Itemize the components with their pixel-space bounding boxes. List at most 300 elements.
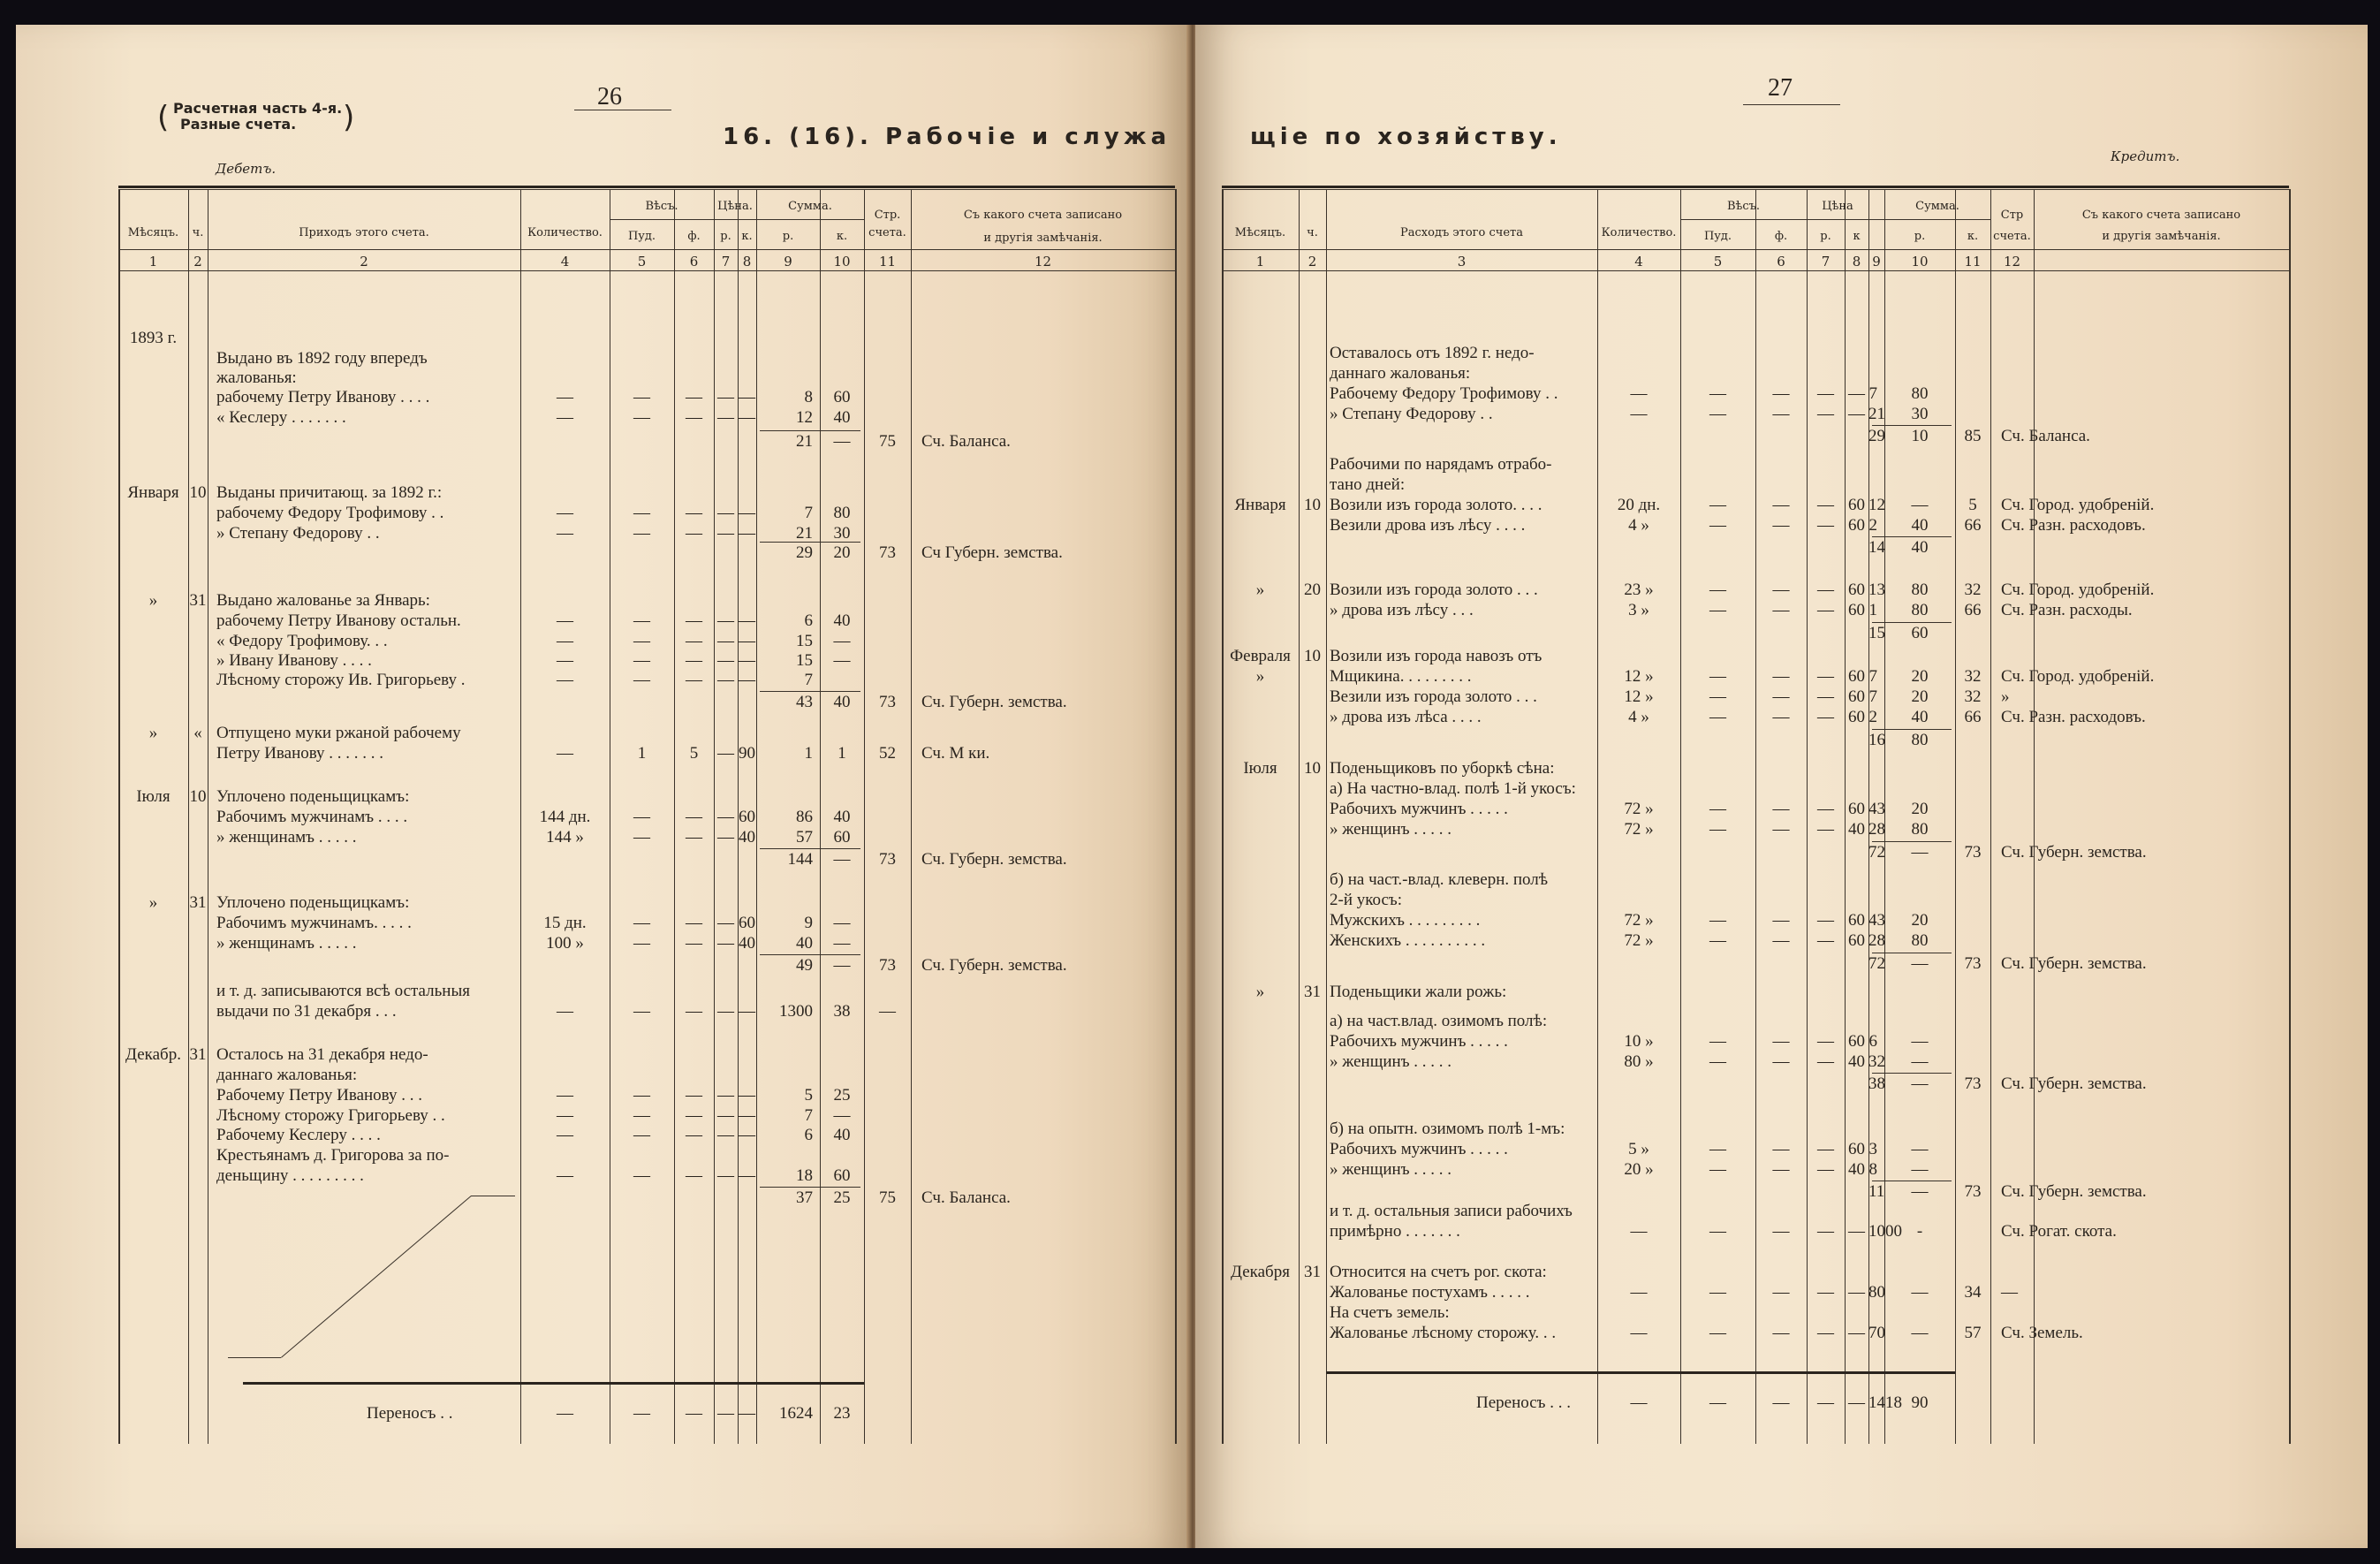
page-number-underline [1743,104,1840,105]
entry-sum-kop: — [1911,1032,1929,1051]
section-note-line1: Расчетная часть 4-я. [173,100,343,117]
column-number: 8 [742,254,752,270]
entry-description: рабочему Петру Иванову . . . . [216,388,430,406]
entry-description: Лѣсному сторожу Григорьеву . . [216,1106,445,1125]
entry-weight-pud: — [1709,496,1726,514]
entry-quantity: — [557,1002,573,1021]
entry-sum-kop: — [1911,1182,1929,1201]
right-page-number: 27 [1768,74,1793,102]
entry-quantity: — [557,388,573,406]
entry-description: Выдано въ 1892 году впередъ [216,349,428,368]
entry-price-kop: 60 [1848,496,1865,514]
entry-quantity: 80 » [1624,1052,1654,1071]
entry-sum-rub: 6 [1868,1032,1877,1051]
entry-description: На счетъ земель: [1330,1303,1450,1322]
entry-note: Сч. Разн. расходовъ. [2001,516,2146,535]
entry-sum-rub: 14 [1868,538,1885,557]
entry-price-rub: — [717,504,734,522]
entry-price-kop: — [1848,1283,1865,1302]
column-number: 2 [1307,254,1317,270]
entry-price-rub: — [1817,1324,1834,1342]
entry-weight-funt: — [1772,1032,1790,1051]
entry-weight-funt: — [686,408,702,427]
entry-sum-kop: — [1911,1160,1929,1179]
entry-sum-rub: 21 [1868,405,1885,423]
entry-weight-funt: — [686,1086,702,1105]
entry-note: Сч. Разн. расходы. [2001,601,2133,619]
entry-note: Сч. Рогат. скота. [2001,1222,2117,1241]
column-line [2034,189,2035,1444]
header-sum-rub: р. [1914,230,1926,243]
entry-day: 31 [1304,983,1321,1001]
entry-weight-pud: — [1709,1283,1726,1302]
header-pud: Пуд. [627,230,656,243]
entry-description: » женщинамъ . . . . . [216,934,357,953]
entry-note: Сч. Губерн. земства. [2001,954,2147,973]
left-page [16,25,1190,1548]
entry-sum-kop: — [1911,1074,1929,1093]
header-sub-line [1680,219,1990,220]
entry-description: Жалованье постухамъ . . . . . [1330,1283,1530,1302]
column-line [1222,189,1224,1444]
entry-month: » [148,724,158,742]
entry-price-rub: — [717,828,734,847]
entry-account-page: 34 [1964,1283,1982,1302]
subtotal-rule [760,1187,860,1188]
entry-day: 10 [189,787,207,806]
entry-sum-rub: 16 [1868,731,1885,749]
entry-price-rub: — [717,651,734,670]
entry-description: Поденьщиковъ по уборкѣ сѣна: [1330,759,1555,778]
entry-sum-rub: 3 [1868,1140,1877,1158]
entry-description: деньщину . . . . . . . . . [216,1166,364,1185]
entry-description: тано дней: [1330,475,1406,494]
header-day: ч. [192,226,204,239]
entry-description: Рабочему Петру Иванову . . . [216,1086,422,1105]
entry-weight-funt: — [686,671,702,689]
entry-quantity: — [557,1086,573,1105]
entry-price-rub: — [717,632,734,650]
entry-price-kop: — [1848,1324,1865,1342]
entry-price-kop: — [739,388,755,406]
entry-sum-kop: 80 [1911,820,1929,839]
entry-quantity: — [1630,1283,1648,1302]
column-number: 11 [1964,254,1982,270]
entry-weight-funt: — [1772,1324,1790,1342]
header-price: Цѣна. [717,200,753,213]
entry-price-kop: — [739,1166,755,1185]
entry-account-page: 32 [1964,667,1982,686]
entry-description: Жалованье лѣсному сторожу. . . [1330,1324,1557,1342]
entry-quantity: 144 » [546,828,584,847]
entry-sum-kop: 60 [833,388,851,406]
entry-weight-pud: — [633,651,650,670]
entry-account-page: 73 [879,850,896,869]
entry-price-kop: 60 [1848,601,1865,619]
header-from: Съ какого счета записано [963,209,1123,222]
entry-month: Декабр. [125,1045,181,1064]
entry-weight-pud: — [633,632,650,650]
header-sum-kop: к. [836,230,848,243]
header-page2: счета. [1993,230,2031,243]
entry-price-rub: — [1817,601,1834,619]
entry-weight-pud: — [1709,1160,1726,1179]
total-rule [243,1382,864,1385]
entry-weight-pud: — [633,611,650,630]
entry-sum-rub: 72 [1868,843,1885,862]
entry-weight-funt: — [1772,667,1790,686]
entry-description: Уплочено поденьщицкамъ: [216,893,410,912]
entry-quantity: 15 дн. [543,914,587,932]
entry-description: Поденьщики жали рожь: [1330,983,1507,1001]
entry-sum-kop: 20 [1911,687,1929,706]
subtotal-rule [760,691,860,692]
subtotal-rule [760,954,860,955]
entry-month: Января [1234,496,1286,514]
entry-price-rub: — [1817,1222,1834,1241]
entry-sum-kop: — [833,914,851,932]
entry-description: » женщинъ . . . . . [1330,820,1452,839]
entry-sum-kop: 38 [833,1002,851,1021]
entry-weight-funt: — [1772,601,1790,619]
subtotal-rule [1872,622,1952,623]
entry-weight-pud: — [633,1106,650,1125]
entry-account-page: 75 [879,432,896,451]
entry-month: » [1255,983,1265,1001]
entry-note: — [2001,1283,2018,1302]
entry-price-rub: — [1817,820,1834,839]
entry-description: жалованья: [216,368,297,387]
carry-forward-label: Переносъ . . [367,1404,453,1423]
entry-sum-kop: 25 [833,1188,851,1207]
entry-description: Лѣсному сторожу Ив. Григорьеву . [216,671,466,689]
entry-sum-kop: 80 [1911,384,1929,403]
entry-sum-kop: 20 [1911,800,1929,818]
entry-weight-funt: — [1772,516,1790,535]
title-right: щіе по хозяйству. [1250,124,1562,150]
entry-sum-kop: 20 [833,543,851,562]
header-day: ч. [1307,226,1318,239]
entry-sum-kop: — [833,632,851,650]
entry-day: 31 [1304,1263,1321,1281]
entry-note: Сч Губерн. земства. [921,543,1063,562]
entry-weight-pud: — [1709,516,1726,535]
entry-weight-pud: — [633,1166,650,1185]
column-number: 6 [1777,254,1785,270]
entry-price-kop: 40 [1848,1160,1865,1179]
entry-sum-rub: 7 [1868,687,1877,706]
entry-quantity: 72 » [1624,820,1654,839]
entry-quantity: — [1630,1324,1648,1342]
entry-weight-funt: — [686,388,702,406]
entry-price-kop: 60 [1848,931,1865,950]
entry-account-page: 5 [1968,496,1977,514]
entry-sum-rub: 8 [1868,1160,1877,1179]
column-number: 7 [721,254,731,270]
entry-weight-pud: — [1709,820,1726,839]
carry-sum-kop: 90 [1911,1393,1929,1412]
entry-price-kop: 60 [1848,1032,1865,1051]
entry-weight-pud: — [1709,601,1726,619]
entry-month: » [1255,581,1265,599]
table-top-border [1222,186,2289,188]
entry-account-page: 57 [1964,1324,1982,1342]
column-line [1990,189,1991,1444]
entry-sum-rub: 7 [804,504,813,522]
entry-quantity: — [557,504,573,522]
entry-description: а) на част.влад. озимомъ полѣ: [1330,1012,1548,1030]
entry-weight-funt: — [686,934,702,953]
column-line [1299,189,1300,1444]
entry-price-kop: — [739,1002,755,1021]
header-pud: Пуд. [1703,230,1732,243]
header-funt: ф. [1774,230,1788,243]
entry-price-kop: 60 [1848,1140,1865,1158]
entry-sum-kop: — [833,956,851,975]
header-bottom-line [118,249,1175,250]
column-number: 2 [360,254,368,270]
column-number: 10 [1911,254,1929,270]
entry-description: Рабочимъ мужчинамъ. . . . . [216,914,412,932]
entry-month: » [148,893,158,912]
entry-price-kop: 40 [1848,820,1865,839]
entry-description: Возили изъ города навозъ отъ [1330,647,1542,665]
column-line [911,189,912,1444]
entry-weight-pud: — [1709,800,1726,818]
entry-sum-kop: — [1911,1324,1929,1342]
entry-quantity: 4 » [1628,516,1649,535]
entry-description: выдачи по 31 декабря . . . [216,1002,397,1021]
header-sum: Сумма. [1915,200,1959,213]
entry-sum-kop: 40 [1911,516,1929,535]
entry-description: Отпущено муки ржаной рабочему [216,724,461,742]
entry-price-kop: 40 [1848,1052,1865,1071]
entry-quantity: 4 » [1628,708,1649,726]
column-line [864,189,865,1444]
entry-weight-pud: — [633,808,650,826]
entry-note: Сч. Город. удобреній. [2001,496,2155,514]
entry-weight-funt: 5 [689,744,699,763]
entry-day: 20 [1304,581,1321,599]
entry-weight-pud: — [1709,405,1726,423]
entry-account-page: 73 [1964,843,1982,862]
header-funt: ф. [687,230,701,243]
entry-weight-pud: — [1709,1324,1726,1342]
entry-quantity: 144 дн. [539,808,591,826]
entry-description: » Степану Федорову . . [216,524,380,543]
entry-price-kop: — [739,504,755,522]
entry-description: Возили изъ города золото . . . [1330,581,1538,599]
entry-account-page: 32 [1964,581,1982,599]
entry-weight-funt: — [1772,1160,1790,1179]
subtotal-rule [760,848,860,849]
entry-sum-rub: 12 [796,408,813,427]
entry-weight-funt: — [686,524,702,543]
header-price-rub: р. [1820,230,1831,243]
entry-note: Сч. Губерн. земства. [2001,843,2147,862]
entry-weight-pud: — [633,828,650,847]
entry-quantity: — [557,1126,573,1144]
entry-quantity: 5 » [1628,1140,1649,1158]
carry-sum-kop: 23 [833,1404,851,1423]
header-sum-rub: р. [782,230,794,243]
entry-sum-kop: — [1911,496,1929,514]
entry-description: и т. д. записываются всѣ остальныя [216,982,470,1000]
entry-weight-pud: — [633,388,650,406]
header-quantity: Количество. [1601,226,1677,239]
entry-sum-rub: 7 [804,1106,813,1125]
entry-description: » Ивану Иванову . . . . [216,651,372,670]
entry-sum-rub: 29 [796,543,813,562]
entry-month: Іюля [136,787,171,806]
entry-price-kop: 60 [1848,667,1865,686]
entry-month: Іюля [1243,759,1277,778]
header-sum: Сумма. [788,200,832,213]
entry-sum-rub: 15 [796,632,813,650]
entry-sum-rub: 57 [796,828,813,847]
column-number: 6 [689,254,699,270]
entry-price-rub: — [1817,667,1834,686]
entry-price-rub: — [1817,384,1834,403]
entry-weight-funt: — [1772,911,1790,930]
entry-price-kop: — [1848,405,1865,423]
entry-price-kop: 60 [1848,687,1865,706]
entry-price-rub: — [717,408,734,427]
entry-price-kop: 60 [1848,911,1865,930]
entry-sum-rub: 40 [796,934,813,953]
header-page: Стр. [874,209,901,222]
entry-quantity: — [1630,405,1648,423]
entry-weight-pud: — [1709,1140,1726,1158]
entry-description: » женщинъ . . . . . [1330,1052,1452,1071]
column-number: 10 [833,254,851,270]
carry-forward-label: Переносъ . . . [1476,1393,1571,1412]
carry-price-kop: — [1848,1393,1865,1412]
entry-note: Сч. Город. удобреній. [2001,667,2155,686]
ledger-spread [16,25,2368,1548]
entry-sum-kop: - [1916,1222,1923,1241]
entry-sum-rub: 38 [1868,1074,1885,1093]
entry-sum-rub: 8 [804,388,813,406]
entry-price-rub: — [1817,581,1834,599]
entry-quantity: — [557,632,573,650]
entry-sum-kop: 40 [833,408,851,427]
entry-price-rub: — [717,524,734,543]
entry-price-kop: 40 [739,828,755,847]
entry-weight-pud: — [1709,687,1726,706]
carry-sum-rub: 1624 [779,1404,813,1423]
entry-sum-kop: 40 [1911,538,1929,557]
right-page [1195,25,2368,1548]
entry-description: Возили изъ города золото. . . . [1330,496,1542,514]
entry-description: « Кеслеру . . . . . . . [216,408,346,427]
entry-weight-pud: — [633,914,650,932]
entry-description: Рабочимъ мужчинамъ . . . . [216,808,408,826]
header-price-rub: р. [720,230,731,243]
entry-description: Выдано жалованье за Январь: [216,591,430,610]
entry-sum-rub: 15 [1868,624,1885,642]
entry-account-page: 66 [1964,516,1982,535]
column-line [1326,189,1327,1444]
debit-label: Дебетъ. [216,161,277,177]
entry-sum-rub: 28 [1868,931,1885,950]
entry-sum-rub: 80 [1868,1283,1885,1302]
entry-description: Женскихъ . . . . . . . . . . [1330,931,1486,950]
entry-price-rub: — [717,1166,734,1185]
column-number: 9 [784,254,792,270]
entry-description: Выданы причитающ. за 1892 г.: [216,483,443,502]
entry-note: Сч. Губерн. земства. [921,850,1067,869]
entry-note: Сч. Город. удобреній. [2001,581,2155,599]
column-number: 9 [1872,254,1881,270]
table-top-border [118,186,1175,188]
entry-day: 31 [189,1045,207,1064]
entry-quantity: — [557,1166,573,1185]
entry-weight-pud: — [633,1002,650,1021]
header-weight: Вѣсъ. [645,200,678,213]
entry-price-kop: — [739,671,755,689]
entry-quantity: — [1630,1222,1648,1241]
entry-sum-kop: — [833,1106,851,1125]
entry-description: Рабочими по нарядамъ отрабо- [1330,455,1552,474]
entry-description: б) на опытн. озимомъ полѣ 1-мъ: [1330,1120,1565,1138]
entry-description: рабочему Петру Иванову остальн. [216,611,461,630]
entry-price-rub: — [717,934,734,953]
header-month: Мѣсяцъ. [1234,226,1286,239]
entry-account-page: 73 [1964,1074,1982,1093]
entry-sum-kop: 40 [833,1126,851,1144]
entry-description: Уплочено поденьщицкамъ: [216,787,410,806]
subtotal-rule [760,430,860,431]
entry-note: Сч. Земель. [2001,1324,2083,1342]
entry-note: » [2001,687,2010,706]
carry-sum-rub: 1418 [1868,1393,1902,1412]
entry-price-kop: — [1848,1222,1865,1241]
entry-price-kop: 60 [1848,581,1865,599]
entry-price-kop: — [1848,384,1865,403]
entry-price-kop: — [739,1086,755,1105]
entry-description: Оставалось отъ 1892 г. недо- [1330,344,1535,362]
entry-sum-rub: 1000 [1868,1222,1902,1241]
entry-price-kop: — [739,651,755,670]
entry-price-rub: — [717,388,734,406]
entry-sum-kop: — [833,934,851,953]
entry-price-rub: — [717,1002,734,1021]
entry-sum-rub: 7 [1868,667,1877,686]
entry-day: 31 [189,893,207,912]
entry-price-rub: — [717,611,734,630]
entry-sum-kop: — [1911,1140,1929,1158]
entry-day: 10 [1304,647,1321,665]
entry-description: примѣрно . . . . . . . [1330,1222,1460,1241]
entry-sum-kop: 40 [833,808,851,826]
entry-sum-kop: — [1911,1283,1929,1302]
entry-quantity: — [557,408,573,427]
entry-sum-kop: 60 [833,828,851,847]
entry-weight-pud: — [633,1086,650,1105]
entry-sum-rub: 11 [1868,1182,1885,1201]
entry-sum-kop: — [1911,843,1929,862]
entry-description: Везили дрова изъ лѣсу . . . . [1330,516,1526,535]
header-from2: и другія замѣчанія. [2102,230,2221,243]
entry-weight-pud: — [633,524,650,543]
entry-sum-kop: — [1911,1052,1929,1071]
subtotal-rule [1872,425,1952,426]
entry-account-page: 52 [879,744,896,763]
entry-weight-funt: — [686,611,702,630]
carry-price-rub: — [717,1404,734,1423]
entry-price-rub: — [717,914,734,932]
